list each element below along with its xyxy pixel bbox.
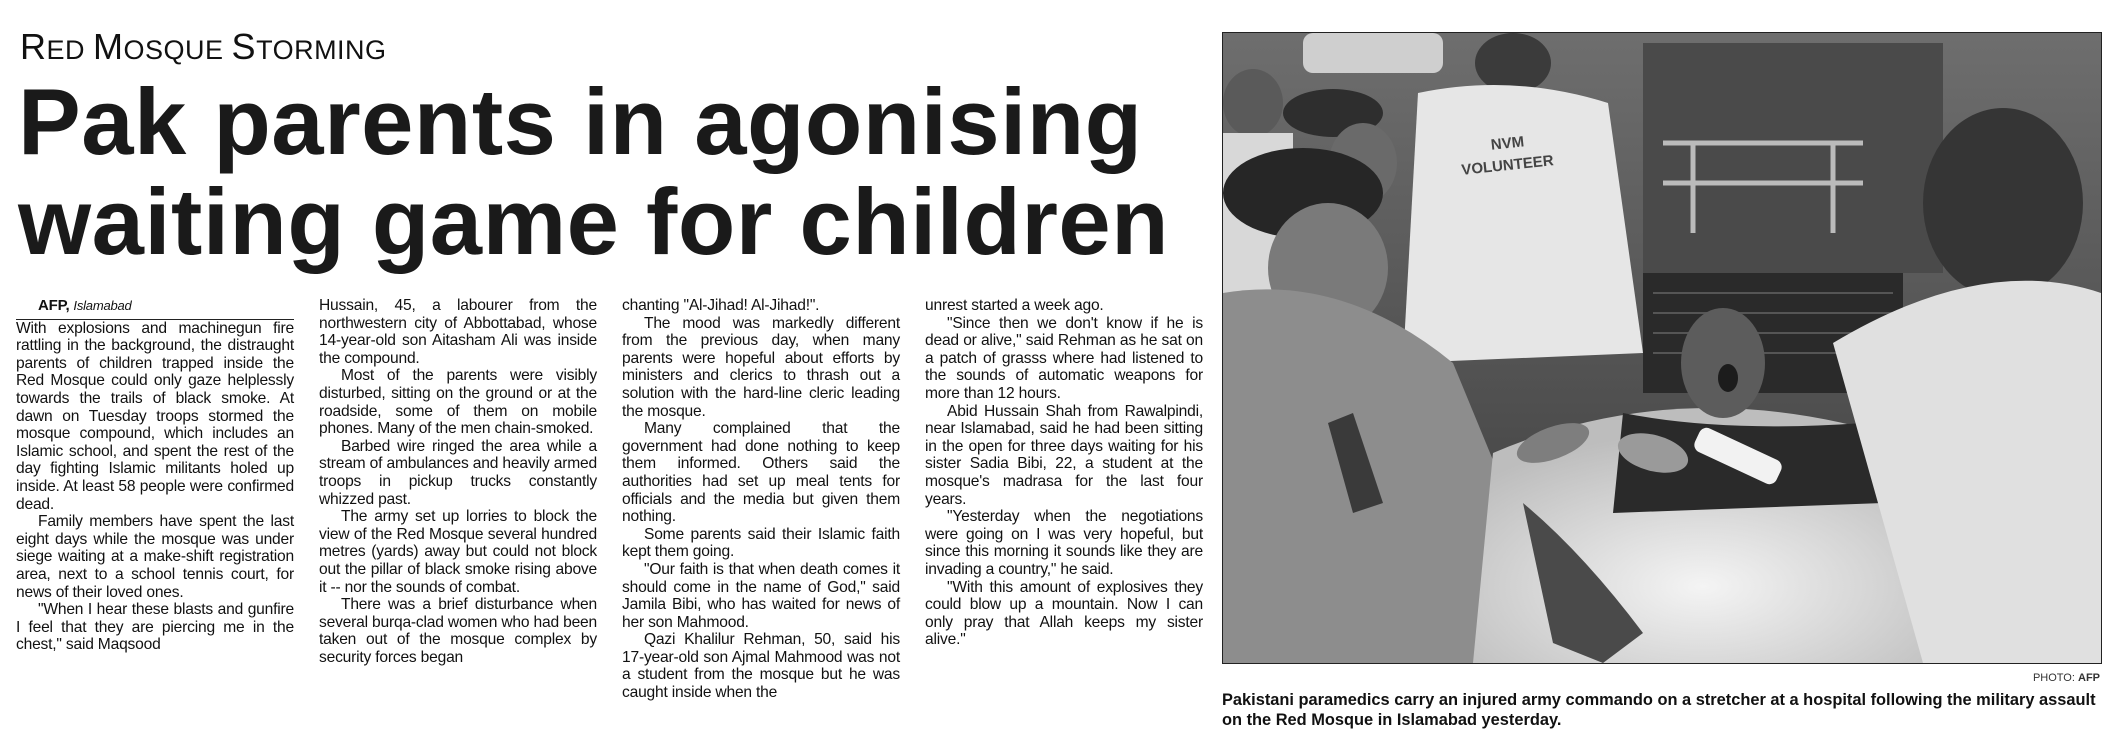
paragraph: "Since then we don't know if he is dead or alive," said Rehman as he sat on a patch of grasss where had listened to the sounds of automatic weapons for more than 12 hours. [925,314,1203,402]
open-mouth-shape [1718,364,1738,392]
kicker-letter: M [93,26,124,67]
paragraph: Barbed wire ringed the area while a stream of ambulances and heavily armed troops in pickup trucks constantly whizzed past. [319,437,597,508]
photo-credit [1222,672,2100,684]
photo-credit-source: AFP [2078,672,2100,684]
headline-line-2: waiting game for children [18,169,1170,274]
byline-agency: AFP, [38,297,70,314]
photo-credit-label: PHOTO: [2032,672,2075,684]
kicker-text: OSQUE [123,35,232,65]
paragraph: Abid Hussain Shah from Rawalpindi, near Islamabad, said he had been sitting in the open for three days waiting for his sister Sadia Bibi, 22, a student at the mosque's madrasa for the last four years. [925,402,1203,508]
byline [16,297,294,320]
ambulance-interior-shape [1643,43,1943,273]
medic-head-shape [1923,108,2083,298]
vest-text-line-2: VOLUNTEER [1460,152,1555,179]
paragraph: Hussain, 45, a labourer from the northwestern city of Abbottabad, whose 14-year-old son Aitasham Ali was inside the compound. [319,297,597,367]
photo-illustration [1223,33,2101,663]
paragraph: Many complained that the government had done nothing to keep them informed. Others said the authorities had set up meal tents for officials and the media but given them nothing. [622,420,900,526]
paragraph: Qazi Khalilur Rehman, 50, said his 17-year-old son Ajmal Mahmood was not a student from the mosque but he was caught inside when the [622,631,900,702]
volunteer-head-shape [1475,33,1551,93]
paragraph: "With this amount of explosives they could blow up a mountain. Now I can only pray that Allah keeps my sister alive." [925,578,1203,649]
paragraph: With explosions and machinegun fire rattling in the background, the distraught parents of children trapped inside the Red Mosque could only gaze helplessly towards the trails of black smoke. At dawn on Tuesday troops stormed the mosque compound, which includes an Islamic school, and spent the rest of the day fighting Islamic militants holed up inside. At least 58 people were confirmed dead. [16,319,294,513]
paragraph: There was a brief disturbance when several burqa-clad women who had been taken out of the mosque complex by security forces began [319,596,597,666]
article-column-2 [319,297,597,737]
paragraph: chanting "Al-Jihad! Al-Jihad!". [622,297,820,314]
paragraph: unrest started a week ago. [925,297,1104,314]
paragraph: The army set up lorries to block the view of the Red Mosque several hundred metres (yards) away but could not block out the pillar of black smoke rising above it -- nor the sounds of combat. [319,508,597,596]
paragraph: "Our faith is that when death comes it should come in the name of God," said Jamila Bibi, who has waited for news of her son Mahmood. [622,560,900,631]
volunteer-vest-shape [1403,85,1643,363]
headline-line-1: Pak parents in agonising [18,69,1143,174]
bystander-head-shape [1223,69,1283,137]
vest-text-line-1: NVM [1490,133,1525,154]
section-kicker [20,26,387,68]
kicker-letter: R [20,26,47,67]
article-column-1 [16,297,294,737]
paragraph: "When I hear these blasts and gunfire I feel that they are piercing me in the chest," said Maqsood [16,601,294,654]
headline [18,69,1208,274]
article-body [16,297,1206,737]
ambulance-window-shape [1303,33,1443,73]
paragraph: Most of the parents were visibly disturbed, sitting on the ground or at the roadside, some of them on mobile phones. Many of the men chain-smoked. [319,367,597,438]
kicker-letter: S [231,26,257,67]
paragraph: The mood was markedly different from the previous day, when many parents were hopeful about efforts by ministers and clerics to thrash out a solution with the hard-line cleric leading the mosque. [622,314,900,420]
photo-caption: Pakistani paramedics carry an injured army commando on a stretcher at a hospital following the military assault on the Red Mosque in Islamabad yesterday. [1222,691,2096,729]
kicker-text: TORMING [256,35,387,65]
news-photo [1222,32,2102,664]
paragraph: Family members have spent the last eight days while the mosque was under siege waiting at a make-shift registration area, next to a school tennis court, for news of their loved ones. [16,513,294,601]
article-column-3 [622,297,900,737]
paragraph: "Yesterday when the negotiations were going on I was very hopeful, but since this morning it sounds like they are invading a country," he said. [925,508,1203,578]
injured-head-shape [1681,308,1765,418]
paragraph: Some parents said their Islamic faith kept them going. [622,525,900,561]
byline-place: Islamabad [73,298,132,313]
article-column-4 [925,297,1203,737]
kicker-text: ED [46,35,94,65]
